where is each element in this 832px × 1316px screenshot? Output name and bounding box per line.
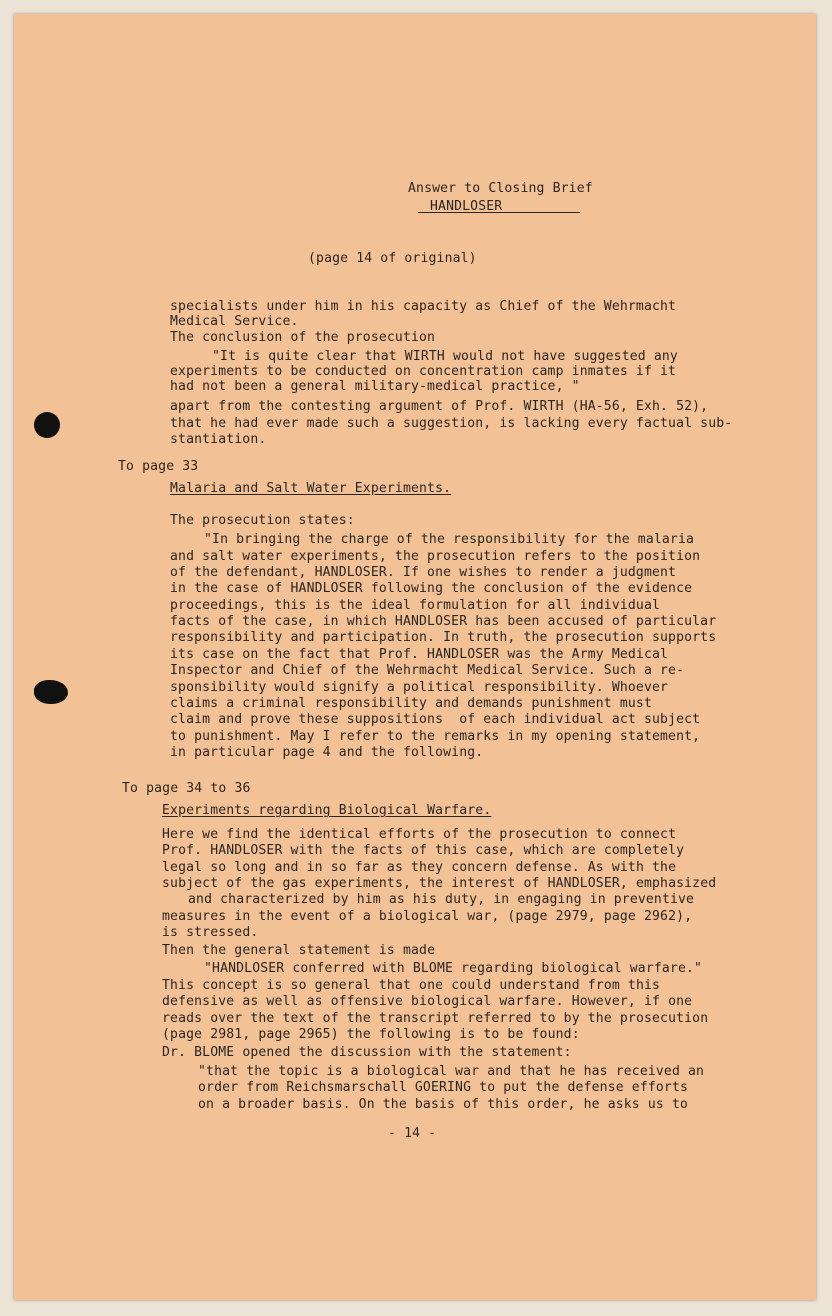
text-line: Then the general statement is made [162,943,436,958]
text-line: measures in the event of a biological war, (page 2979, page 2962), [162,909,693,924]
quote-line: experiments to be conducted on concentration camp inmates if it [170,364,677,379]
text-line: Medical Service. [170,314,299,329]
quote-line: responsibility and participation. In truth, the prosecution supports [170,630,717,645]
quote-line: order from Reichsmarschall GOERING to put the defense efforts [198,1080,689,1095]
text-line: This concept is so general that one could understand from this [162,978,661,993]
text-line: that he had ever made such a suggestion, is lacking every factual sub- [170,416,733,431]
subtitle-underline [418,212,580,213]
text-line: defensive as well as offensive biological warfare. However, if one [162,994,693,1009]
quote-line: "In bringing the charge of the responsibility for the malaria [204,532,695,547]
text-line: Prof. HANDLOSER with the facts of this case, which are completely [162,843,685,858]
quote-line: proceedings, this is the ideal formulation for all individual [170,598,661,613]
text-line: specialists under him in his capacity as Chief of the Wehrmacht [170,299,677,314]
page-number: - 14 - [388,1126,437,1141]
text-line: reads over the text of the transcript referred to by the prosecution [162,1011,709,1026]
quote-line: facts of the case, in which HANDLOSER has been accused of particular [170,614,717,629]
quote-line: to punishment. May I refer to the remarks in my opening statement, [170,729,701,744]
section-heading: Malaria and Salt Water Experiments. [170,481,452,496]
text-line: The conclusion of the prosecution [170,330,436,345]
punch-hole-bottom [34,680,68,704]
text-line: stantiation. [170,432,267,447]
document-title: Answer to Closing Brief [408,181,593,196]
text-line: is stressed. [162,925,259,940]
quote-line: had not been a general military-medical practice, " [170,379,580,394]
section-page-ref: To page 33 [118,459,199,474]
quote-line: and salt water experiments, the prosecution refers to the position [170,549,701,564]
section-heading: Experiments regarding Biological Warfare. [162,803,492,818]
quote-line: in particular page 4 and the following. [170,745,484,760]
quote-line: "HANDLOSER conferred with BLOME regarding biological warfare." [204,961,703,976]
text-line: Dr. BLOME opened the discussion with the statement: [162,1045,572,1060]
quote-line: of the defendant, HANDLOSER. If one wishes to render a judgment [170,565,677,580]
quote-line: Inspector and Chief of the Wehrmacht Medical Service. Such a re- [170,663,685,678]
quote-line: its case on the fact that Prof. HANDLOSER was the Army Medical [170,647,669,662]
text-line: apart from the contesting argument of Prof. WIRTH (HA-56, Exh. 52), [170,399,709,414]
text-line: legal so long and in so far as they concern defense. As with the [162,860,677,875]
text-line: The prosecution states: [170,513,355,528]
quote-line: sponsibility would signify a political responsibility. Whoever [170,680,669,695]
page-reference: (page 14 of original) [308,251,477,266]
punch-hole-top [34,412,60,438]
quote-line: claim and prove these suppositions of each individual act subject [170,712,701,727]
text-line: and characterized by him as his duty, in engaging in preventive [188,892,695,907]
quote-line: in the case of HANDLOSER following the conclusion of the evidence [170,581,693,596]
quote-line: claims a criminal responsibility and demands punishment must [170,696,652,711]
section-page-ref: To page 34 to 36 [122,781,251,796]
document-page [14,14,816,1300]
document-subtitle: HANDLOSER [430,199,503,214]
quote-line: "It is quite clear that WIRTH would not have suggested any [212,349,678,364]
quote-line: "that the topic is a biological war and that he has received an [198,1064,705,1079]
text-line: subject of the gas experiments, the interest of HANDLOSER, emphasized [162,876,717,891]
text-line: Here we find the identical efforts of the prosecution to connect [162,827,677,842]
text-line: (page 2981, page 2965) the following is to be found: [162,1027,580,1042]
quote-line: on a broader basis. On the basis of this order, he asks us to [198,1097,689,1112]
